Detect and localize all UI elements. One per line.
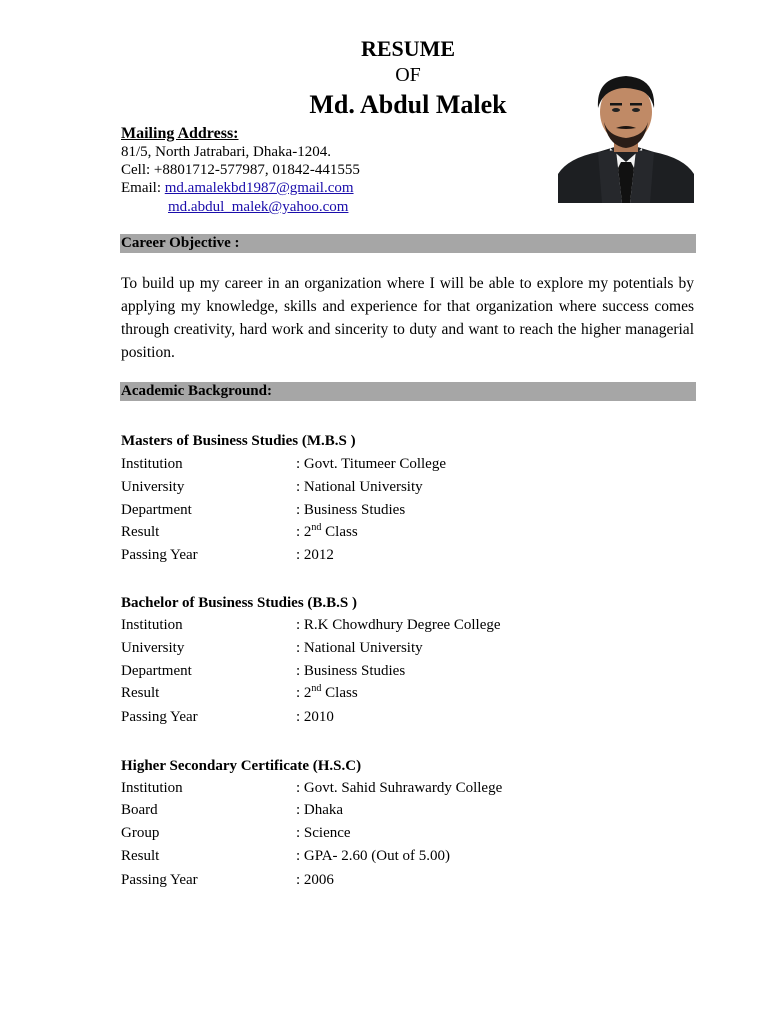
row-label: Result — [121, 685, 160, 701]
career-objective-bar — [120, 234, 696, 253]
hsc-row-result — [121, 846, 681, 866]
resume-title-of: OF — [395, 64, 421, 86]
candidate-name: Md. Abdul Malek — [309, 90, 507, 119]
row-label: Board — [121, 802, 158, 818]
mbs-row-university — [121, 477, 681, 497]
row-label: Result — [121, 848, 160, 864]
email-label: Email: — [121, 180, 161, 196]
row-value: : 2nd Class — [296, 683, 358, 701]
row-value: : National University — [296, 479, 423, 495]
bbs-row-result — [121, 683, 681, 703]
bbs-row-institution — [121, 615, 681, 635]
address-line: 81/5, North Jatrabari, Dhaka-1204. — [121, 144, 331, 160]
email-line — [121, 179, 354, 197]
mbs-row-result — [121, 522, 681, 542]
row-label: Passing Year — [121, 547, 198, 563]
career-objective-text: To build up my career in an organization where I will be able to explore my potentials by applying my knowledge, skills and experience for that organization where success comes through creativity, hard work and sincerity to duty and want to reach the higher managerial position. — [121, 275, 694, 361]
academic-background-heading: Academic Background: — [121, 383, 272, 399]
profile-photo — [558, 66, 694, 203]
row-value: : 2006 — [296, 872, 334, 888]
hsc-row-group — [121, 823, 681, 843]
mailing-address-heading: Mailing Address: — [121, 125, 239, 142]
row-value: : Govt. Titumeer College — [296, 456, 446, 472]
hsc-row-board — [121, 800, 681, 820]
degree-title-bbs: Bachelor of Business Studies (B.B.S ) — [121, 595, 358, 611]
row-label: Department — [121, 663, 192, 679]
row-label: Passing Year — [121, 709, 198, 725]
portrait-illustration — [558, 66, 694, 203]
row-value: : Govt. Sahid Suhrawardy College — [296, 780, 503, 796]
row-value: : R.K Chowdhury Degree College — [296, 617, 501, 633]
row-value: : 2nd Class — [296, 522, 358, 540]
mbs-row-institution — [121, 454, 681, 474]
row-value: : Dhaka — [296, 802, 344, 818]
row-label: Passing Year — [121, 872, 198, 888]
row-label: University — [121, 640, 185, 656]
row-label: Group — [121, 825, 160, 841]
row-value: : Business Studies — [296, 502, 406, 518]
row-value: : GPA- 2.60 (Out of 5.00) — [296, 848, 451, 864]
row-value: : National University — [296, 640, 423, 656]
row-value: : 2012 — [296, 547, 334, 563]
bbs-row-department — [121, 661, 681, 681]
row-label: Result — [121, 524, 160, 540]
row-label: Department — [121, 502, 192, 518]
hsc-row-passing-year — [121, 870, 681, 890]
row-value: : Science — [296, 825, 351, 841]
resume-title: RESUME — [360, 36, 456, 61]
degree-title-hsc: Higher Secondary Certificate (H.S.C) — [121, 758, 362, 774]
mbs-row-department — [121, 500, 681, 520]
cell-line: Cell: +8801712-577987, 01842-441555 — [121, 162, 360, 178]
email-link-yahoo[interactable]: md.abdul_malek@yahoo.com — [168, 199, 349, 215]
row-label: Institution — [121, 780, 183, 796]
email-link-gmail[interactable]: md.amalekbd1987@gmail.com — [164, 180, 354, 196]
row-label: University — [121, 479, 185, 495]
row-label: Institution — [121, 617, 183, 633]
mbs-row-passing-year — [121, 545, 681, 565]
email-line-2 — [168, 198, 348, 216]
row-value: : 2010 — [296, 709, 334, 725]
row-label: Institution — [121, 456, 183, 472]
degree-title-mbs: Masters of Business Studies (M.B.S ) — [121, 433, 356, 449]
row-value: : Business Studies — [296, 663, 406, 679]
bbs-row-university — [121, 638, 681, 658]
hsc-row-institution — [121, 778, 681, 798]
bbs-row-passing-year — [121, 707, 681, 727]
career-objective-heading: Career Objective : — [121, 235, 240, 251]
academic-background-bar — [120, 382, 696, 401]
